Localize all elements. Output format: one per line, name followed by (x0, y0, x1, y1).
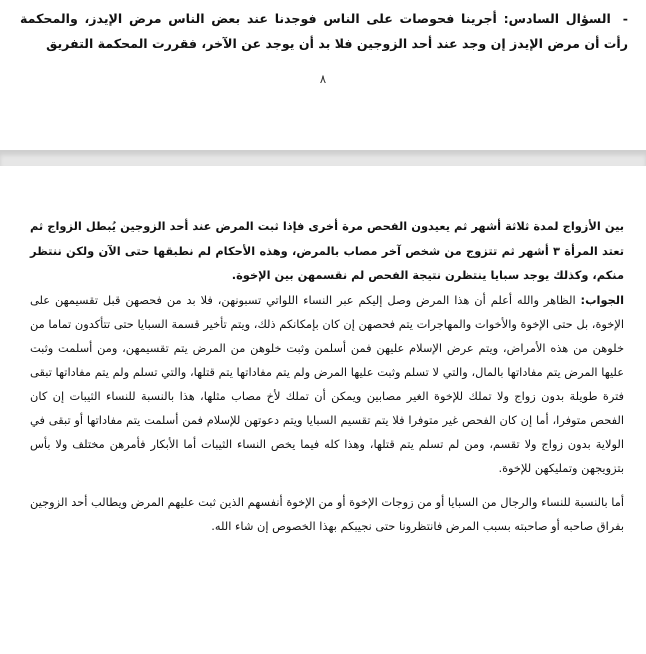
lower-page-text (30, 214, 624, 538)
question-six (20, 6, 628, 56)
answer-text: الظاهر والله أعلم أن هذا المرض وصل إليكم عبر النساء اللواتي تسبونهن، فلا بد من فحصهن قبل تقسيمهن على الإخوة، بل حتى الإخوة والأخوات والمهاجرات يتم فحصهن إن كان بإمكانكم ذلك، ويتم تأخير قسمة السبايا حتى تتأكدون تماما من خلوهن من هذه الأمراض، ويتم عرض الإسلام عليهن فمن أسلمن وثبت خلوهن من المرض يتم تقسيمهن، ومن أسلمت وثبت عليها المرض يتم مفاداتها بالمال، والتي لا تسلم وثبت عليها المرض ولم يتم مفاداتها يتم قتلها، والتي تسلم ولم يتم مفاداتها تبقى فترة طويلة بدون زواج ولا تملك للإخوة الغير مصابين ويمكن أن تملك لأخ مصاب مثلها، هذا بالنسبة للنساء الثيبات إن كان الفحص متوفرا، أما إن كان الفحص غير متوفرا فلا يتم تقسيم السبايا ويتم دعوتهن للإسلام فمن أسلمت يتم مفاداتها أو تبقى في الولاية بدون زواج ولا تقسم، ومن لم تسلم يتم قتلها، وهذا كله فيما يخص النساء الثيبات أما الأبكار فأمرهن مختلف ولا بأس بتزويجهن وتمليكهن للإخوة. (30, 292, 624, 475)
page-number: ٨ (319, 72, 327, 86)
question-text: أجرينا فحوصات على الناس فوجدنا عند بعض الناس مرض الإيدز، والمحكمة رأت أن مرض الإيدز إن وجد عند أحد الزوجين فلا بد أن يوجد عن الآخر، فقررت المحكمة التفريق (20, 11, 628, 51)
lower-page (0, 166, 646, 654)
question-continuation: بين الأزواج لمدة ثلاثة أشهر ثم يعيدون الفحص مرة أخرى فإذا ثبت المرض عند أحد الزوجين يُبطل الزواج ثم تعتد المرأة ٣ أشهر ثم تتزوج من شخص آخر مصاب بالمرض، وهذه الأحكام لم نطبقها حتى الآن ولكن ننتظر منكم، وكذلك يوجد سبايا ينتظرن نتيجة الفحص لم نقسمهن بين الإخوة. (30, 219, 624, 282)
upper-page (0, 0, 646, 150)
answer-paragraph (30, 288, 624, 480)
closing-paragraph: أما بالنسبة للنساء والرجال من السبايا أو من زوجات الإخوة أو من الإخوة أنفسهم الذين ثبت عليهم المرض ويطالب أحد الزوجين بفراق صاحبه أو صاحبته بسبب المرض فانتظرونا حتى نجيبكم بهذا الخصوص إن شاء الله. (30, 494, 624, 533)
page-divider (0, 150, 646, 166)
answer-label: الجواب: (580, 292, 624, 307)
list-bullet: - (622, 11, 628, 26)
question-label: السؤال السادس: (503, 11, 611, 26)
